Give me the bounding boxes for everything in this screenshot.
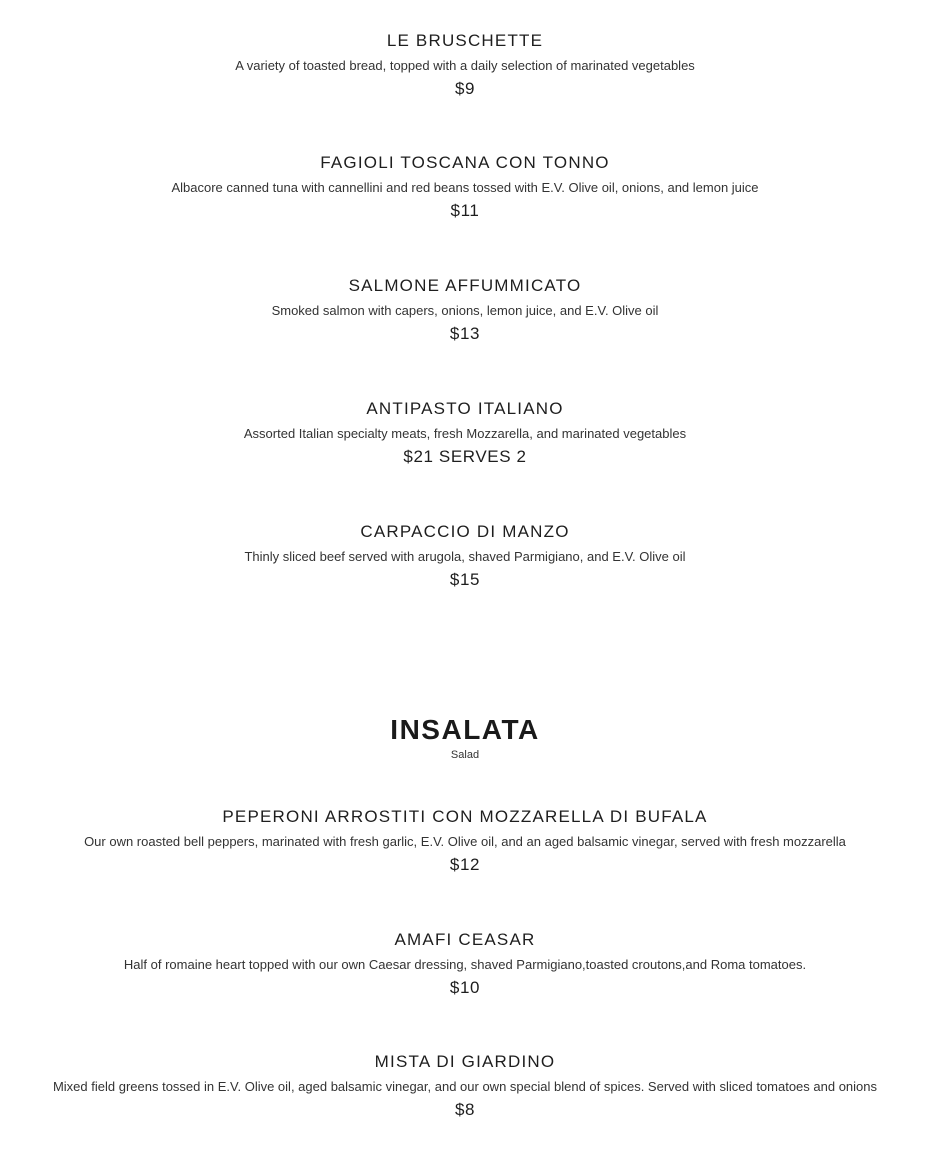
item-price: $11 xyxy=(450,201,480,220)
item-price: $8 xyxy=(454,1100,476,1119)
item-description: Assorted Italian specialty meats, fresh Mozzarella, and marinated vegetables xyxy=(243,426,687,441)
item-name: LE BRUSCHETTE xyxy=(386,31,544,50)
item-price: $15 xyxy=(449,570,481,589)
section-header-insalata xyxy=(0,713,930,762)
item-description: Thinly sliced beef served with arugola, shaved Parmigiano, and E.V. Olive oil xyxy=(244,549,686,564)
item-name: MISTA DI GIARDINO xyxy=(374,1052,556,1071)
item-description: Albacore canned tuna with cannellini and red beans tossed with E.V. Olive oil, onions, and lemon juice xyxy=(171,180,759,195)
menu-item-mista-di-giardino xyxy=(0,1051,930,1121)
item-price: $13 xyxy=(449,324,481,343)
item-price: $9 xyxy=(454,79,476,98)
item-price: $10 xyxy=(449,978,481,997)
menu-item-fagioli-toscana-con-tonno xyxy=(0,152,930,222)
item-description: Mixed field greens tossed in E.V. Olive oil, aged balsamic vinegar, and our own special blend of spices. Served with sliced tomatoes and onions xyxy=(52,1079,878,1094)
menu-item-carpaccio-di-manzo xyxy=(0,521,930,591)
menu-item-peperoni-arrostiti xyxy=(0,806,930,876)
item-name: SALMONE AFFUMMICATO xyxy=(348,276,582,295)
menu-item-amafi-ceasar xyxy=(0,929,930,999)
item-name: PEPERONI ARROSTITI CON MOZZARELLA DI BUFALA xyxy=(222,807,708,826)
item-price: $21 SERVES 2 xyxy=(403,447,527,466)
menu-item-le-bruschette xyxy=(0,30,930,100)
item-name: AMAFI CEASAR xyxy=(394,930,536,949)
menu-item-antipasto-italiano xyxy=(0,398,930,468)
item-price: $12 xyxy=(449,855,481,874)
menu-item-salmone-affummicato xyxy=(0,275,930,345)
item-description: Our own roasted bell peppers, marinated with fresh garlic, E.V. Olive oil, and an aged balsamic vinegar, served with fresh mozzarella xyxy=(84,834,846,849)
item-description: Smoked salmon with capers, onions, lemon juice, and E.V. Olive oil xyxy=(271,303,659,318)
item-name: CARPACCIO DI MANZO xyxy=(360,522,570,541)
item-name: ANTIPASTO ITALIANO xyxy=(366,399,564,418)
section-title: INSALATA xyxy=(390,714,540,745)
section-subtitle: Salad xyxy=(450,749,480,761)
item-description: A variety of toasted bread, topped with a daily selection of marinated vegetables xyxy=(235,58,695,73)
item-name: FAGIOLI TOSCANA CON TONNO xyxy=(320,153,610,172)
item-description: Half of romaine heart topped with our own Caesar dressing, shaved Parmigiano,toasted croutons,and Roma tomatoes. xyxy=(123,957,807,972)
